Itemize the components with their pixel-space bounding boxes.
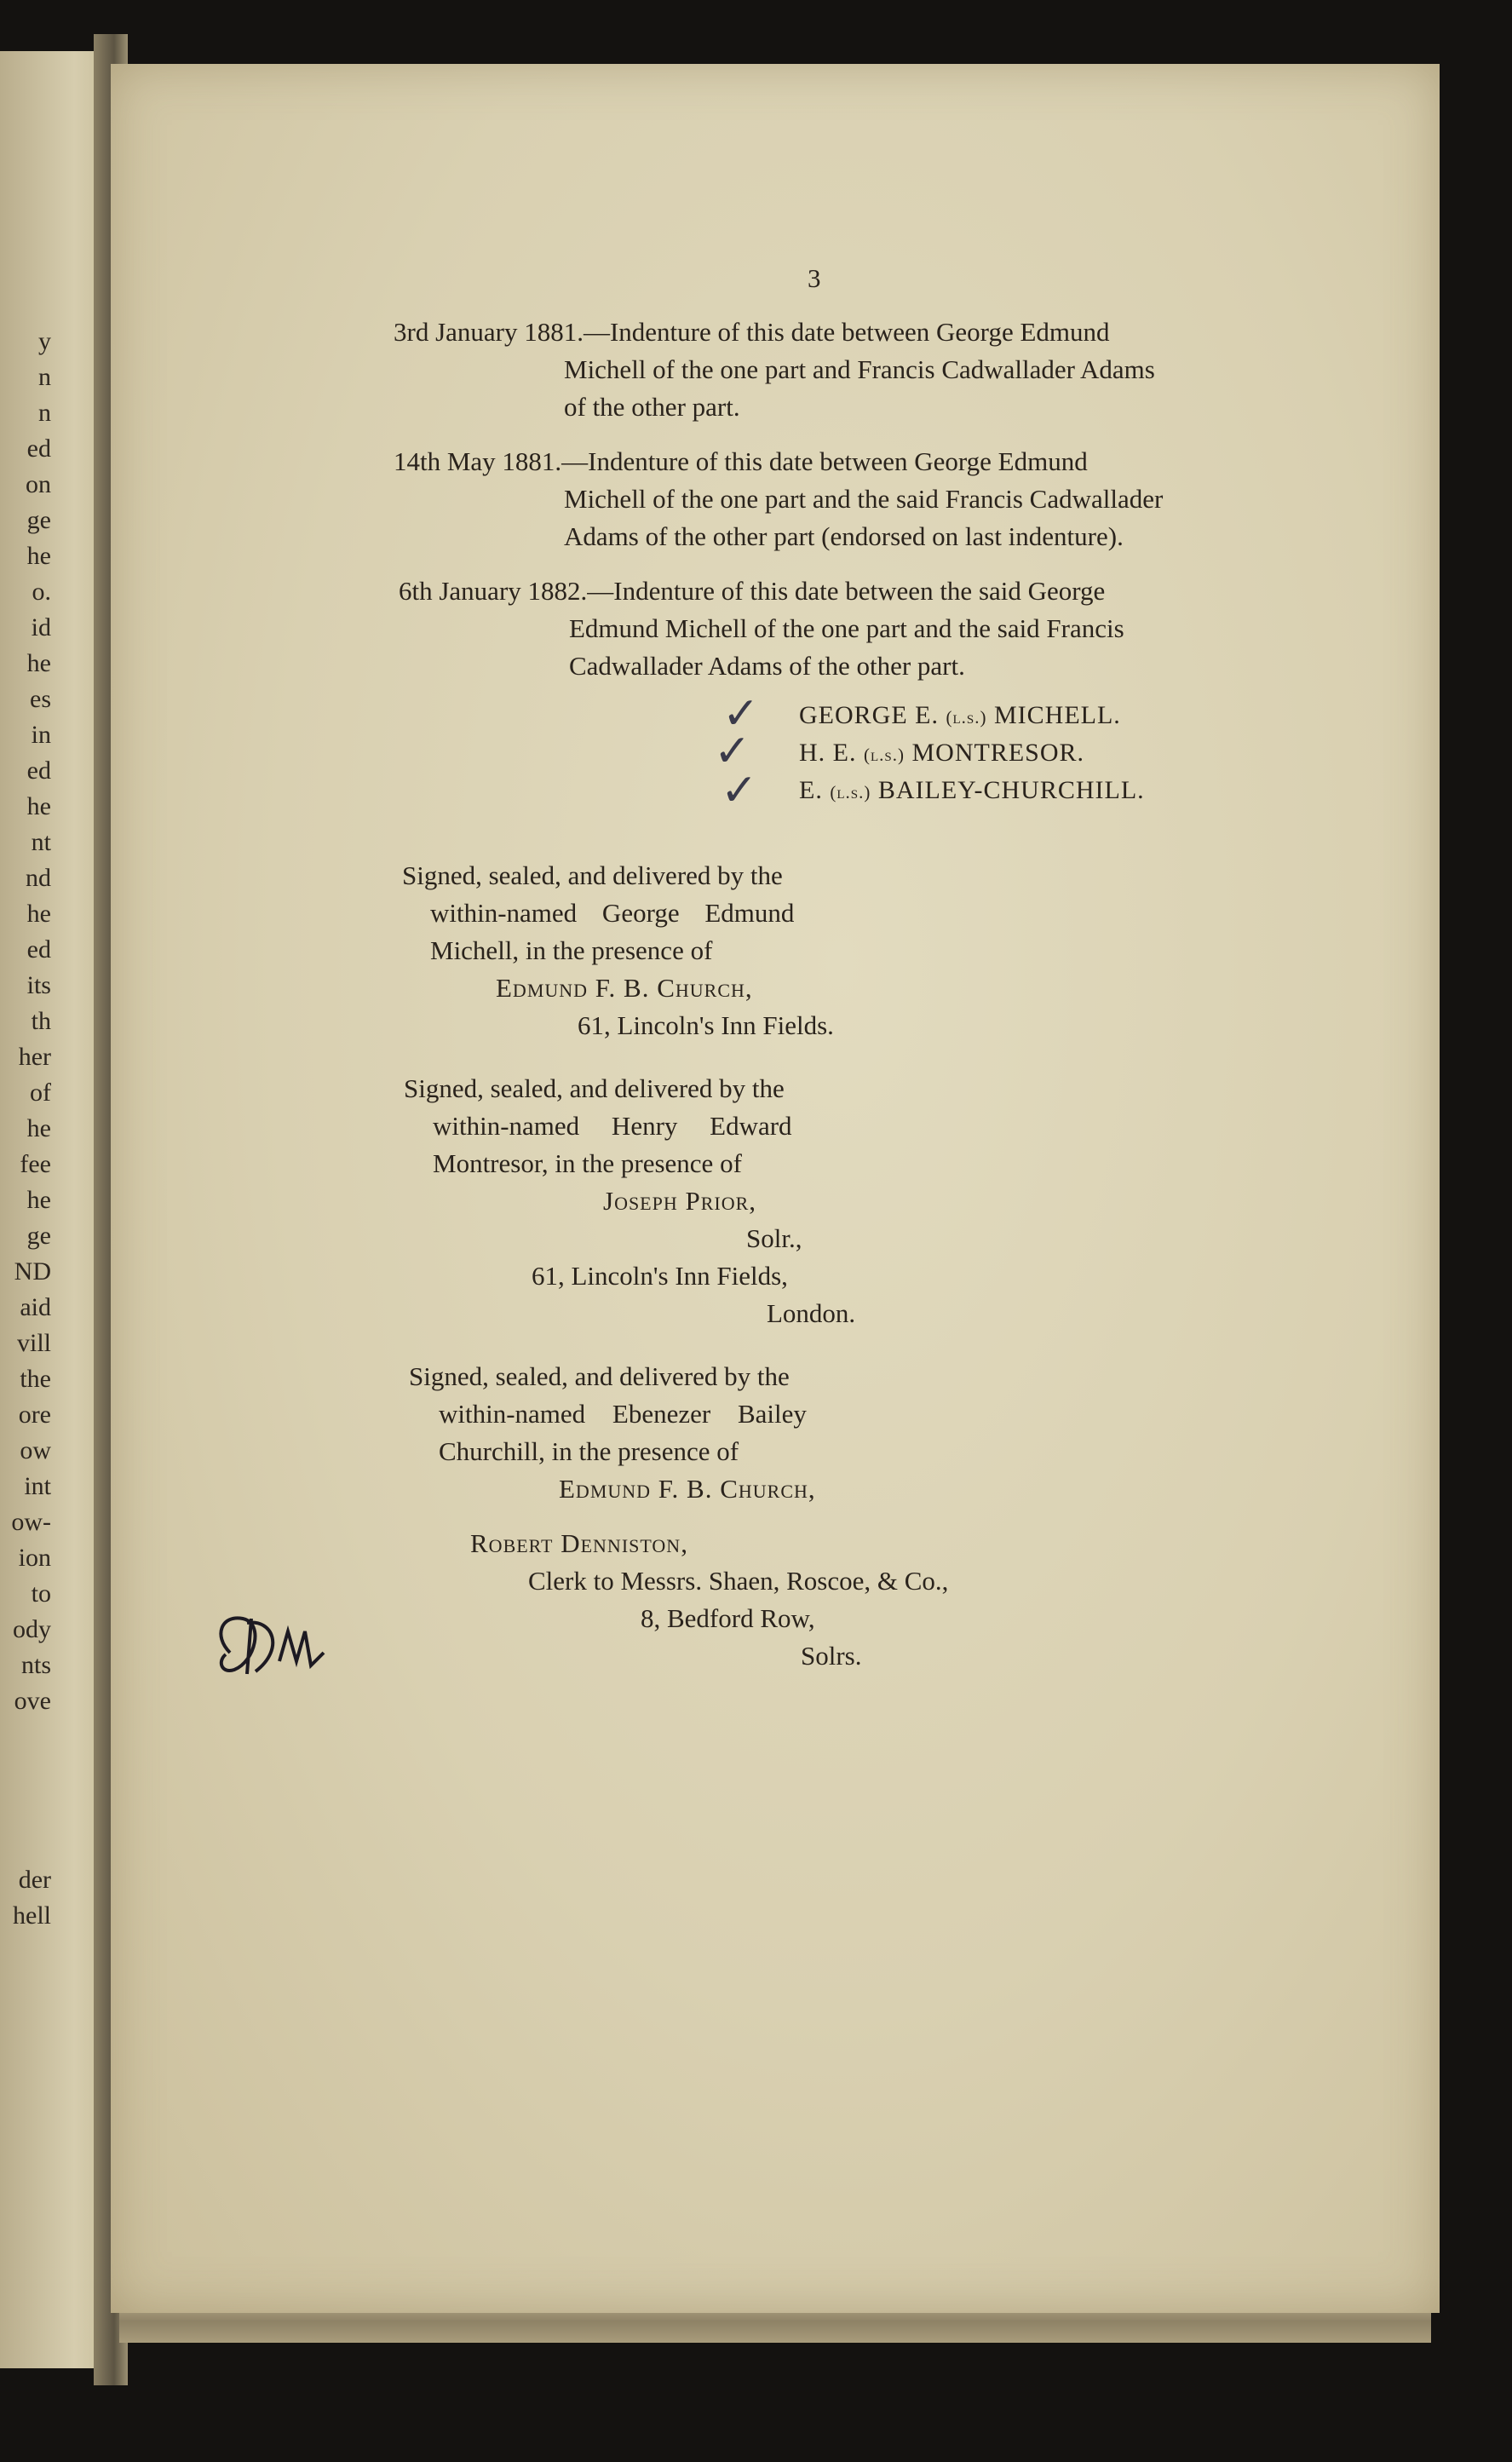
attestation-line: within-named Ebenezer Bailey [439,1399,807,1429]
left-page-fragment: ge [26,506,51,534]
witness-title: Solrs. [801,1641,862,1671]
left-page-fragment: he [26,649,51,677]
left-page-fragment: ed [26,756,51,785]
signature-line-bailey-churchill: E. (l.s.) BAILEY-CHURCHILL. [799,776,1145,804]
left-page-fragment: der [18,1866,51,1894]
page-number: 3 [808,263,821,293]
recital-line: Adams of the other part (endorsed on last indenture). [564,521,1124,551]
left-page-fragment: ove [14,1687,51,1715]
left-page-fragment: he [26,542,51,570]
left-page-fragment: th [31,1007,51,1035]
left-page-fragment: ed [26,434,51,463]
left-page-fragment: in [31,721,51,749]
left-page-fragment: ge [26,1222,51,1250]
witness-address: 8, Bedford Row, [641,1603,815,1633]
left-page-fragment [0,1826,51,1862]
recital-line: Michell of the one part and the said Francis Cadwallader [564,484,1164,514]
left-page-fragment: vill [16,1329,51,1357]
attestation-line: within-named Henry Edward [433,1111,792,1141]
left-page-fragment: id [31,613,51,641]
left-page-fragment: n [38,399,51,427]
witness-name: Robert Denniston, [470,1528,688,1558]
witness-address: 61, Lincoln's Inn Fields, [532,1261,788,1291]
left-page-fragment [0,1791,51,1826]
document-page [111,64,1440,2313]
left-page-fragment: ed [26,935,51,964]
attestation-line: Churchill, in the presence of [439,1436,739,1466]
left-page-fragment: y [38,327,51,355]
recital-line: 3rd January 1881.—Indenture of this date between George Edmund [394,317,1110,347]
witness-name: Edmund F. B. Church, [496,973,753,1003]
left-page-fragment: ND [14,1257,51,1286]
pencil-tick-icon: ✓ [721,765,758,816]
witness-title: Solr., [746,1223,802,1253]
left-page-fragment: hell [13,1901,51,1930]
recital-line: Michell of the one part and Francis Cadwallader Adams [564,354,1155,384]
left-page-fragment: nd [26,864,51,892]
left-page-fragment: ion [18,1544,51,1572]
left-page-fragment: ody [13,1615,51,1643]
witness-firm: Clerk to Messrs. Shaen, Roscoe, & Co., [528,1566,949,1596]
recital-line: 14th May 1881.—Indenture of this date between George Edmund [394,446,1088,476]
left-page-fragment [0,1719,51,1755]
left-page-fragment: ow [20,1436,51,1464]
left-page-fragment: its [26,971,51,999]
pencil-tick-icon: ✓ [722,688,760,739]
left-page-fragment: he [26,900,51,928]
left-page-fragment: nts [20,1651,51,1679]
left-page-text-fragments [0,324,51,1934]
left-page-fragment: he [26,792,51,820]
left-page-fragment [0,1755,51,1791]
left-page-fragment: on [26,470,51,498]
attestation-line: Signed, sealed, and delivered by the [404,1073,785,1103]
witness-name: Edmund F. B. Church, [559,1474,816,1504]
witness-address: 61, Lincoln's Inn Fields. [578,1010,834,1040]
witness-name: Joseph Prior, [603,1186,757,1216]
attestation-line: Signed, sealed, and delivered by the [409,1361,790,1391]
left-page-fragment: he [26,1186,51,1214]
left-page-fragment: o. [32,578,51,606]
recital-line: 6th January 1882.—Indenture of this date between the said George [399,576,1106,606]
attestation-line: Michell, in the presence of [430,935,713,965]
left-page-fragment: he [26,1114,51,1142]
witness-address: London. [767,1298,856,1328]
attestation-line: Montresor, in the presence of [433,1148,742,1178]
left-page-fragment: int [24,1472,51,1500]
attestation-line: Signed, sealed, and delivered by the [402,860,783,890]
left-page-fragment: to [31,1579,51,1608]
recital-line: Edmund Michell of the one part and the said Francis [569,613,1124,643]
left-page-fragment: the [20,1365,51,1393]
recital-line: of the other part. [564,392,740,422]
pencil-tick-icon: ✓ [714,726,751,777]
left-page-fragment: aid [20,1293,51,1321]
left-facing-page [0,51,106,2368]
left-page-fragment: nt [31,828,51,856]
attestation-line: within-named George Edmund [430,898,795,928]
left-page-fragment: of [30,1079,51,1107]
left-page-fragment: her [18,1043,51,1071]
signature-line-michell: GEORGE E. (l.s.) MICHELL. [799,701,1121,729]
left-page-fragment: n [38,363,51,391]
left-page-fragment: ore [18,1401,51,1429]
recital-line: Cadwallader Adams of the other part. [569,651,965,681]
signature-line-montresor: H. E. (l.s.) MONTRESOR. [799,739,1085,767]
left-page-fragment: fee [20,1150,51,1178]
left-page-fragment: ow- [11,1508,51,1536]
handwritten-initials-signature [204,1602,341,1695]
left-page-fragment: es [30,685,51,713]
